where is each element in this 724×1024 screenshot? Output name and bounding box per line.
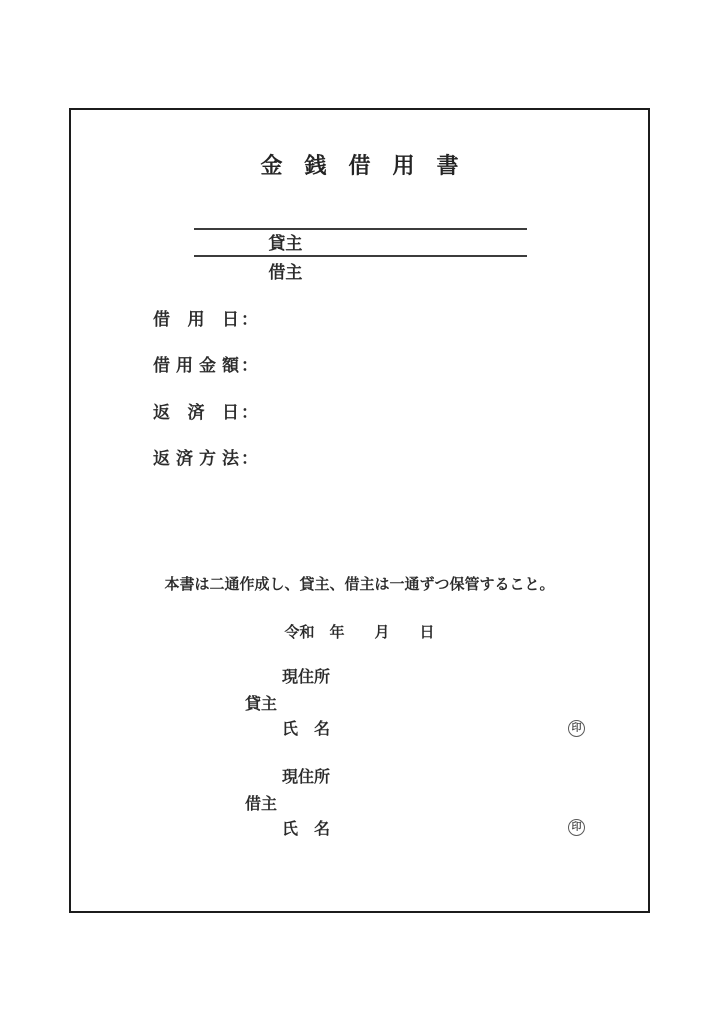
field-loan-date-label: 借 用 日	[153, 310, 239, 329]
duplicate-copy-note: 本書は二通作成し、貸主、借主は一通ずつ保管すること。	[164, 576, 555, 593]
document-title: 金 銭 借 用 書	[260, 153, 459, 178]
borrower-name-line	[194, 238, 527, 282]
lender-seal-text: 印	[571, 722, 582, 734]
borrower-label: 借主	[268, 263, 303, 282]
borrower-address-label: 現住所	[282, 769, 331, 786]
reiwa-date-line: 令和 年 月 日	[284, 624, 435, 641]
field-loan-amount-label: 借 用 金 額	[153, 356, 239, 375]
lender-name-label: 氏 名	[282, 721, 331, 738]
lender-seal-icon	[568, 720, 585, 737]
field-repayment-method	[153, 449, 258, 468]
field-separator: ：	[241, 403, 258, 422]
field-separator: ：	[241, 449, 258, 468]
borrower-seal-text: 印	[571, 821, 582, 833]
field-separator: ：	[241, 310, 258, 329]
lender-address-label: 現住所	[282, 669, 331, 686]
lender-name-line	[194, 209, 527, 253]
borrower-role-label: 借主	[245, 796, 278, 813]
lender-label: 貸主	[268, 234, 303, 253]
field-loan-amount	[153, 356, 258, 375]
document-border	[69, 108, 650, 913]
field-loan-date	[153, 310, 258, 329]
field-repayment-method-label: 返 済 方 法	[153, 449, 239, 468]
lender-role-label: 貸主	[245, 696, 278, 713]
field-separator: ：	[241, 356, 258, 375]
field-repayment-date	[153, 403, 258, 422]
borrower-seal-icon	[568, 819, 585, 836]
borrower-name-label: 氏 名	[282, 821, 331, 838]
field-repayment-date-label: 返 済 日	[153, 403, 239, 422]
